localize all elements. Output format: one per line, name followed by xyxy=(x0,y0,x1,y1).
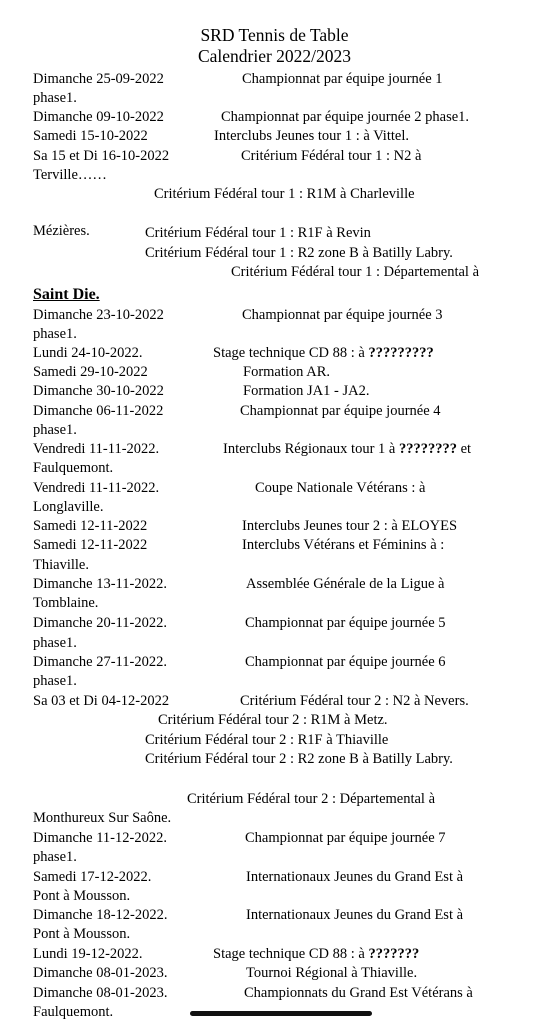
entry-date: Samedi 15-10-2022 xyxy=(33,128,148,144)
entry-continuation: phase1. xyxy=(33,90,77,106)
home-indicator[interactable] xyxy=(190,1011,372,1016)
entry-continuation: phase1. xyxy=(33,326,77,342)
entry-date: Lundi 19-12-2022. xyxy=(33,946,143,962)
document-title: SRD Tennis de Table xyxy=(200,25,349,45)
entry-date: Dimanche 27-11-2022. xyxy=(33,654,167,670)
entry-event: Stage technique CD 88 : à ??????? xyxy=(213,946,420,962)
entry-event: Internationaux Jeunes du Grand Est à xyxy=(246,869,464,885)
entry-event: Critérium Fédéral tour 1 : R1F à Revin xyxy=(145,225,371,241)
entry-continuation: phase1. xyxy=(33,422,77,438)
entry-date: Sa 15 et Di 16-10-2022 xyxy=(33,148,170,164)
entry-event: Critérium Fédéral tour 2 : R1M à Metz. xyxy=(158,712,388,728)
entry-date: Samedi 17-12-2022. xyxy=(33,869,152,885)
entry-continuation: Faulquemont. xyxy=(33,460,114,476)
entry-date: Dimanche 20-11-2022. xyxy=(33,615,167,631)
entry-event: Championnat par équipe journée 1 xyxy=(242,71,443,87)
entry-date: Samedi 12-11-2022 xyxy=(33,537,148,553)
entry-event: Championnat par équipe journée 7 xyxy=(245,830,446,846)
entry-event: Championnats du Grand Est Vétérans à xyxy=(244,985,473,1001)
entry-date: Dimanche 18-12-2022. xyxy=(33,907,168,923)
entry-date: Samedi 12-11-2022 xyxy=(33,518,148,534)
entry-event: Interclubs Vétérans et Féminins à : xyxy=(242,537,445,553)
entry-event: Formation JA1 - JA2. xyxy=(243,383,370,399)
entry-continuation: Terville…… xyxy=(33,167,107,183)
entry-event: Formation AR. xyxy=(243,364,331,380)
entry-event: Critérium Fédéral tour 1 : R1M à Charleville xyxy=(154,186,415,202)
entry-continuation: Longlaville. xyxy=(33,499,104,515)
entry-continuation: Pont à Mousson. xyxy=(33,926,131,942)
entry-event: Assemblée Générale de la Ligue à xyxy=(246,576,445,592)
entry-event: Interclubs Régionaux tour 1 à ???????? et xyxy=(223,441,472,457)
entry-date: Dimanche 11-12-2022. xyxy=(33,830,167,846)
document-subtitle: Calendrier 2022/2023 xyxy=(197,46,352,66)
entry-event: Championnat par équipe journée 6 xyxy=(245,654,446,670)
entry-event: Stage technique CD 88 : à ????????? xyxy=(213,345,434,361)
entry-continuation: Pont à Mousson. xyxy=(33,888,131,904)
entry-date: Dimanche 25-09-2022 xyxy=(33,71,164,87)
entry-continuation: phase1. xyxy=(33,635,77,651)
entry-event: Critérium Fédéral tour 1 : R2 zone B à Batilly Labry. xyxy=(145,245,453,261)
entry-continuation: Monthureux Sur Saône. xyxy=(33,810,172,826)
entry-continuation: Tomblaine. xyxy=(33,595,99,611)
entry-continuation: Mézières. xyxy=(33,223,90,239)
entry-event: Critérium Fédéral tour 2 : R2 zone B à Batilly Labry. xyxy=(145,751,453,767)
entry-event: Championnat par équipe journée 4 xyxy=(240,403,441,419)
entry-event: Interclubs Jeunes tour 1 : à Vittel. xyxy=(214,128,409,144)
entry-date: Dimanche 23-10-2022 xyxy=(33,307,164,323)
entry-continuation: phase1. xyxy=(33,673,77,689)
entry-date: Dimanche 13-11-2022. xyxy=(33,576,167,592)
entry-date: Dimanche 09-10-2022 xyxy=(33,109,164,125)
entry-date: Samedi 29-10-2022 xyxy=(33,364,148,380)
entry-event: Critérium Fédéral tour 2 : Départemental à xyxy=(187,791,436,807)
entry-event: Critérium Fédéral tour 1 : Départemental à xyxy=(231,264,480,280)
entry-event: Critérium Fédéral tour 2 : N2 à Nevers. xyxy=(240,693,469,709)
entry-event: Internationaux Jeunes du Grand Est à xyxy=(246,907,464,923)
section-heading: Saint Die. xyxy=(33,286,100,303)
entry-event: Championnat par équipe journée 3 xyxy=(242,307,443,323)
entry-continuation: Faulquemont. xyxy=(33,1004,114,1020)
entry-date: Vendredi 11-11-2022. xyxy=(33,441,160,457)
entry-event: Tournoi Régional à Thiaville. xyxy=(246,965,418,981)
entry-date: Lundi 24-10-2022. xyxy=(33,345,143,361)
entry-event: Critérium Fédéral tour 1 : N2 à xyxy=(241,148,422,164)
entry-date: Vendredi 11-11-2022. xyxy=(33,480,160,496)
entry-event: Championnat par équipe journée 2 phase1. xyxy=(221,109,470,125)
entry-continuation: phase1. xyxy=(33,849,77,865)
entry-date: Dimanche 08-01-2023. xyxy=(33,965,168,981)
entry-event: Critérium Fédéral tour 2 : R1F à Thiaville xyxy=(145,732,389,748)
entry-event: Championnat par équipe journée 5 xyxy=(245,615,446,631)
entry-date: Dimanche 08-01-2023. xyxy=(33,985,168,1001)
entry-date: Sa 03 et Di 04-12-2022 xyxy=(33,693,170,709)
entry-date: Dimanche 30-10-2022 xyxy=(33,383,164,399)
entry-event: Coupe Nationale Vétérans : à xyxy=(255,480,426,496)
entry-date: Dimanche 06-11-2022 xyxy=(33,403,164,419)
entry-continuation: Thiaville. xyxy=(33,557,89,573)
entry-event: Interclubs Jeunes tour 2 : à ELOYES xyxy=(242,518,458,534)
